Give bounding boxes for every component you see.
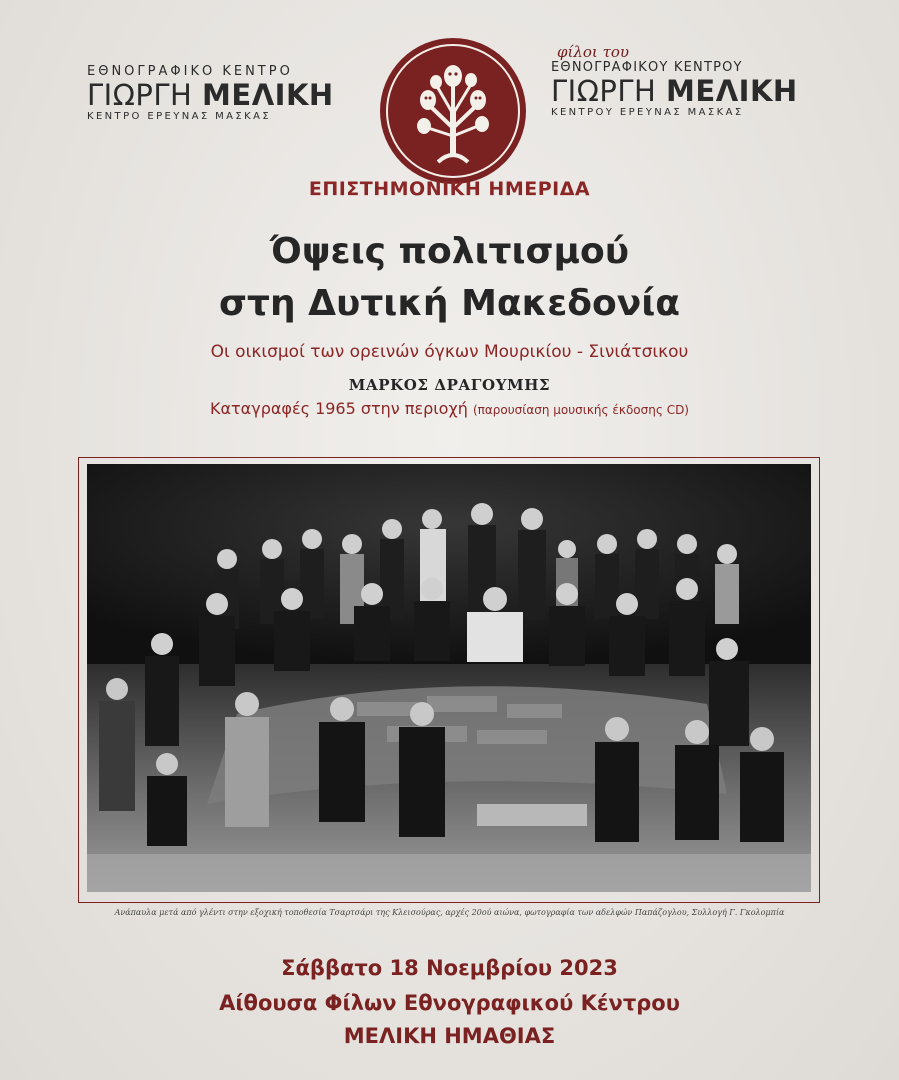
event-recordings	[0, 399, 899, 418]
photo-caption: Ανάπαυλα μετά από γλέντι στην εξοχική τοποθεσία Τσαρτσάρι της Κλεισούρας, αρχές 20ού αιώνα, φωτογραφία των αδελφών Παπάζογλου, Συλλογή Γ. Γκολομπία	[114, 908, 785, 917]
organizer-left	[87, 64, 349, 122]
tree-with-masks-logo-icon	[378, 36, 528, 186]
event-date: Σάββατο 18 Νοεμβρίου 2023	[281, 956, 618, 980]
event-kicker: ΕΠΙΣΤΗΜΟΝΙΚΗ ΗΜΕΡΙΔΑ	[308, 178, 591, 200]
event-subtitle: Οι οικισμοί των ορεινών όγκων Μουρικίου - Σινιάτσικου	[210, 342, 689, 362]
recordings-text: Καταγραφές 1965 στην περιοχή	[210, 399, 468, 418]
event-author: ΜΑΡΚΟΣ ΔΡΑΓΟΥΜΗΣ	[348, 376, 551, 394]
organizer-left-line3: ΚΕΝΤΡΟ ΕΡΕΥΝΑΣ ΜΑΣΚΑΣ	[87, 111, 272, 122]
organizer-left-line1: ΕΘΝΟΓΡΑΦΙΚΟ ΚΕΝΤΡΟ	[87, 64, 293, 79]
organizer-left-firstname: ΓΙΩΡΓΗ	[87, 78, 193, 112]
group-photo-illustration	[87, 464, 811, 892]
event-place: ΜΕΛΙΚΗ ΗΜΑΘΙΑΣ	[343, 1024, 556, 1048]
organizer-right	[551, 44, 813, 118]
organizer-right-line3: ΚΕΝΤΡΟΥ ΕΡΕΥΝΑΣ ΜΑΣΚΑΣ	[551, 107, 744, 118]
event-title-line2: στη Δυτική Μακεδονία	[218, 283, 680, 324]
organizer-right-line1: ΕΘΝΟΓΡΑΦΙΚΟΥ ΚΕΝΤΡΟΥ	[551, 60, 743, 75]
organizer-right-firstname: ΓΙΩΡΓΗ	[551, 74, 657, 108]
organizer-right-friends: φίλοι του	[557, 43, 630, 61]
organizer-right-name	[551, 75, 813, 107]
event-title	[0, 226, 899, 330]
event-venue: Αίθουσα Φίλων Εθνογραφικού Κέντρου	[219, 991, 680, 1015]
organizer-left-surname: ΜΕΛΙΚΗ	[202, 78, 334, 112]
recordings-note: (παρουσίαση μουσικής έκδοσης CD)	[472, 403, 689, 417]
event-title-line1: Όψεις πολιτισμού	[269, 231, 630, 272]
organizer-left-name	[87, 79, 349, 111]
historic-group-photo	[87, 464, 811, 892]
organizer-right-surname: ΜΕΛΙΚΗ	[666, 74, 798, 108]
